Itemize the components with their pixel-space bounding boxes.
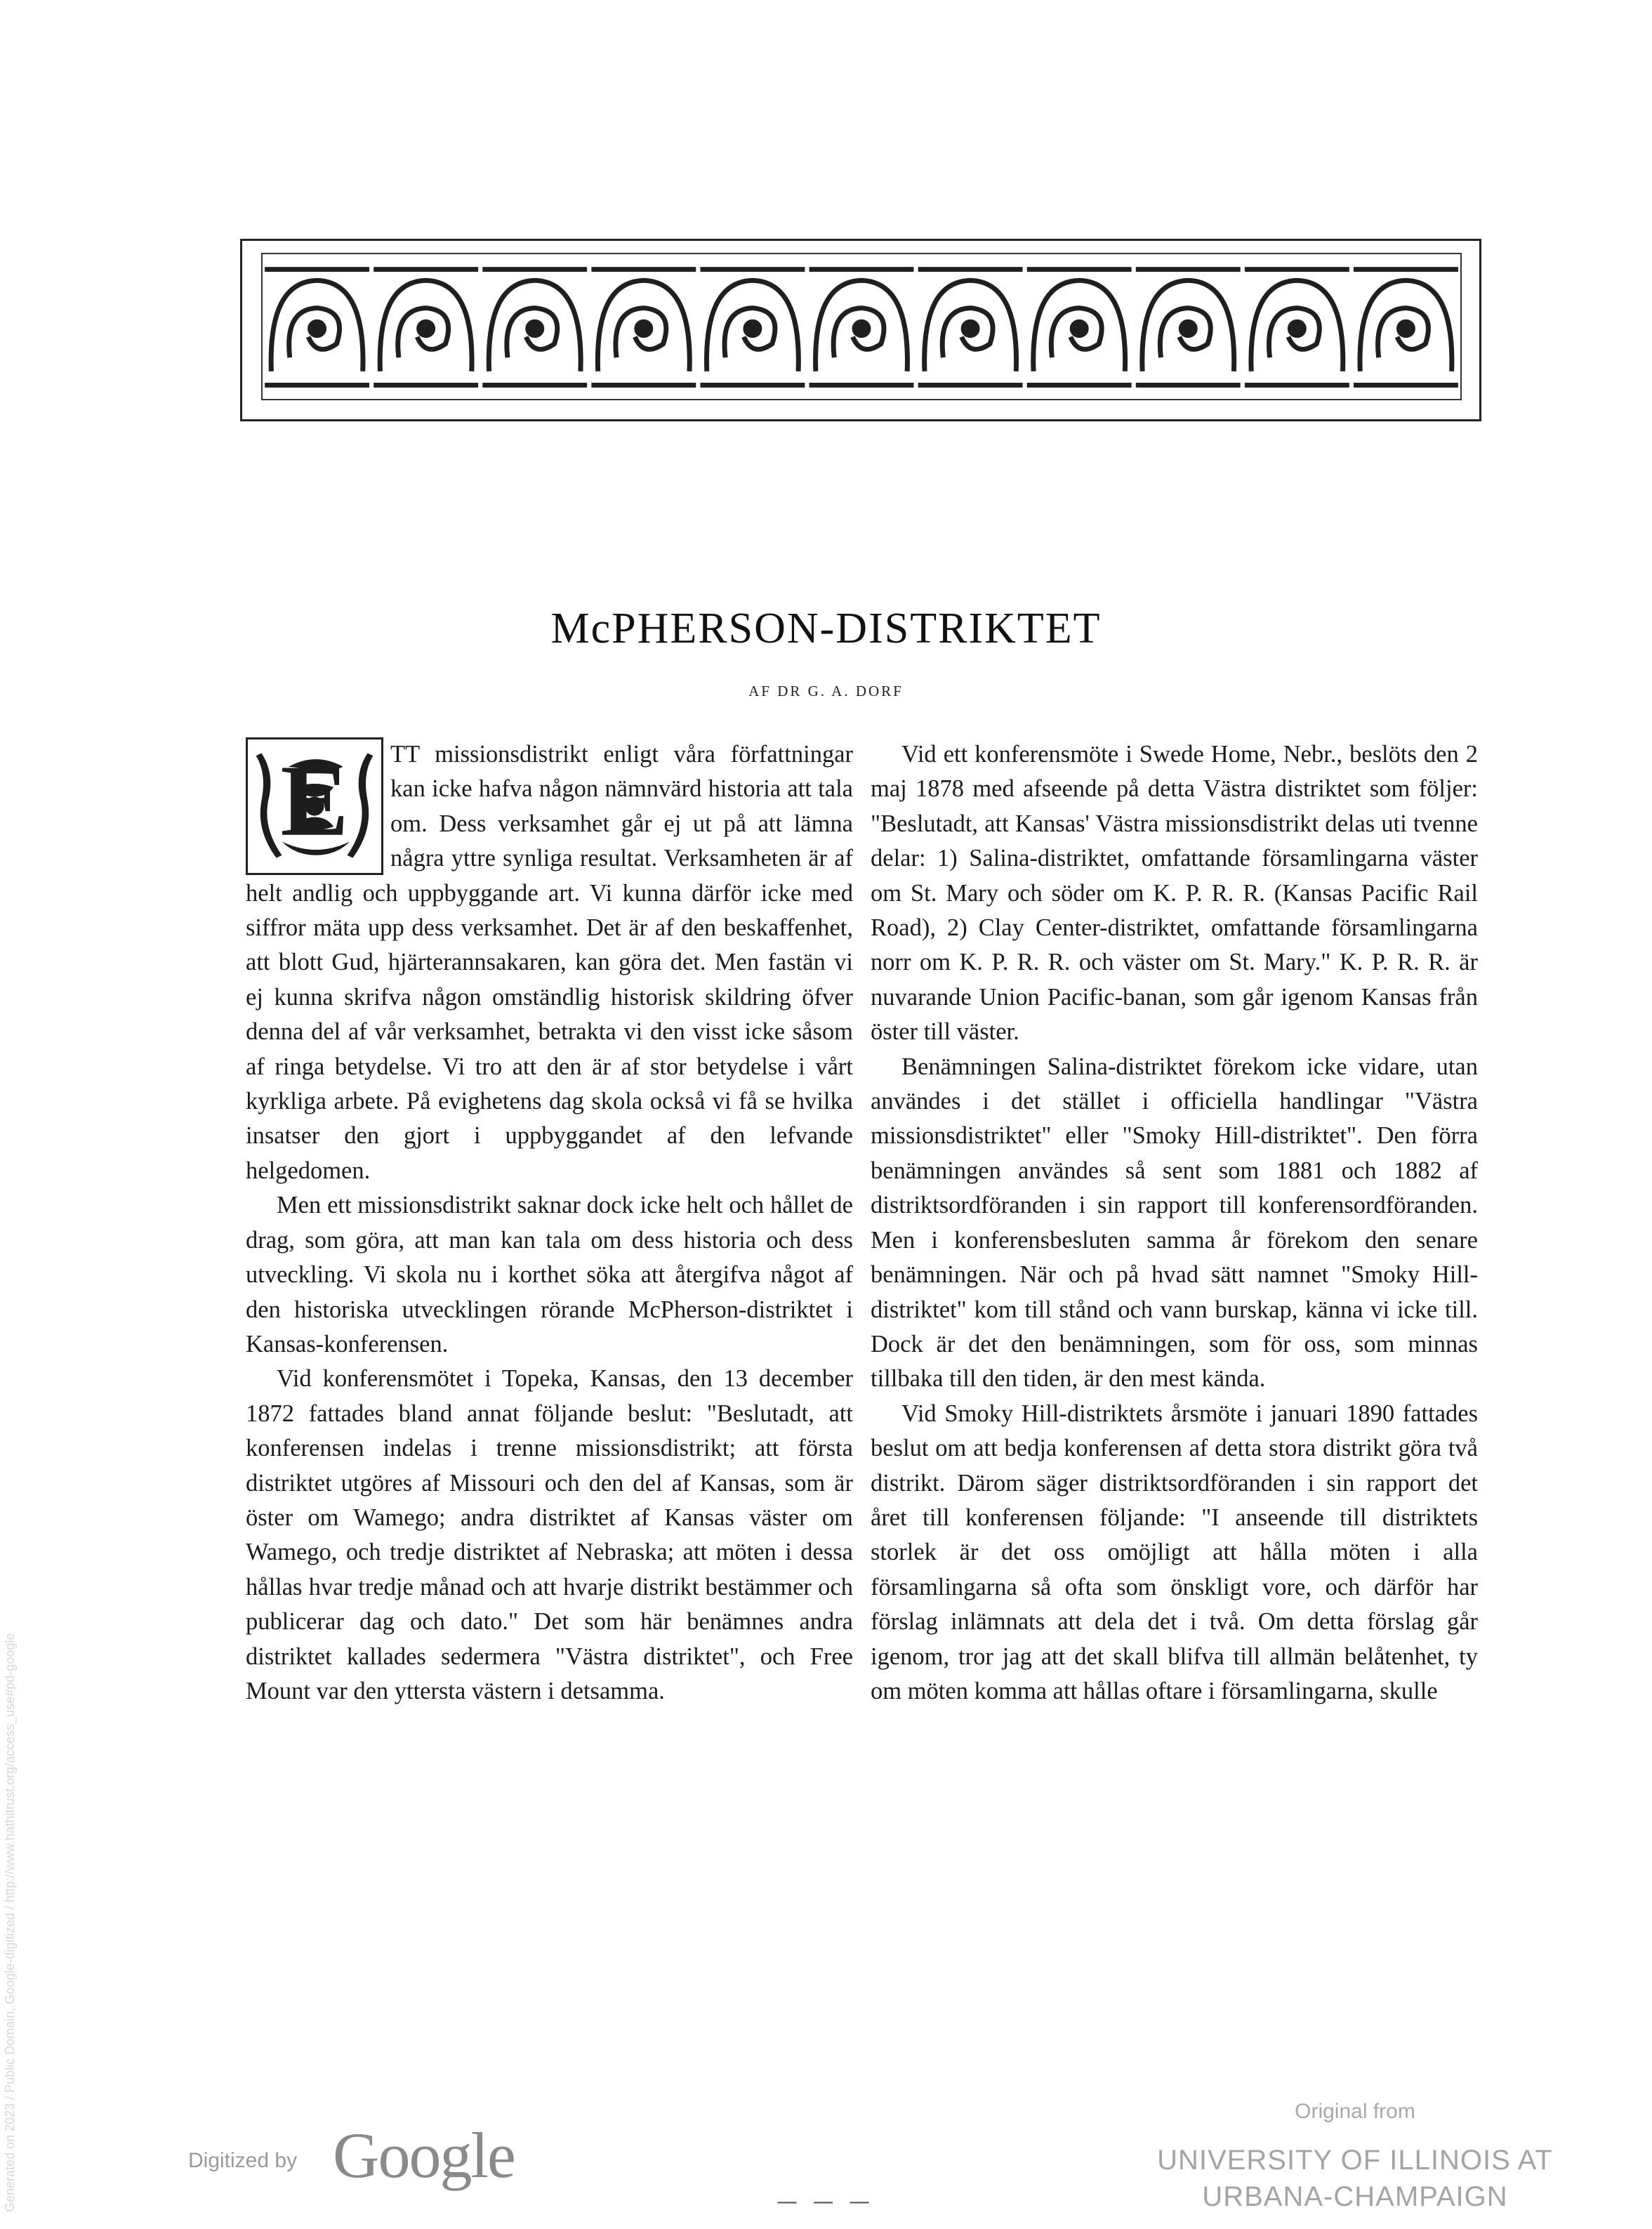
- signature-mark: — — —: [777, 2190, 875, 2214]
- university-line-2: URBANA-CHAMPAIGN: [1202, 2181, 1508, 2212]
- right-column: [871, 737, 1478, 1709]
- dropcap-ornament: [248, 739, 381, 873]
- google-logo: Google: [333, 2119, 515, 2191]
- paragraph-4: Vid ett konferensmöte i Swede Home, Nebr., beslöts den 2 maj 1878 med afseende på detta Västra distriktet som följer: "Beslutadt, att Kansas' Västra missionsdistrikt delas uti tvenne delar: 1) Salina-distriktet, omfattande församlingarna väster om St. Mary och söder om K. P. R. R. (Kansas Pacific Rail Road), 2) Clay Center-distriktet, omfattande församlingarna norr om K. P. R. R. och väster om St. Mary." K. P. R. R. är nuvarande Union Pacific-banan, som går igenom Kansas från öster till väster.: [871, 741, 1478, 1046]
- paragraph-6: Vid Smoky Hill-distriktets årsmöte i januari 1890 fattades beslut om att bedja konferensen af detta stora distrikt göra två distrikt. Därom säger distriktsordföranden i sin rapport det året till konferensen följande: "I anseende till distriktets storlek är det oss omöjligt att hålla möten i alla församlingarna så ofta som önskligt vore, och därför har förslag inlämnats att dela det i två. Om detta förslag går igenom, tror jag att det skall blifva till allmän belåtenhet, ty om möten komma att hållas oftare i församlingarna, skulle: [871, 1400, 1478, 1704]
- ornamental-header-band: [261, 253, 1462, 400]
- decorative-dropcap: [246, 737, 383, 875]
- paragraph-1: TT missionsdistrikt enligt våra författningar kan icke hafva någon nämnvärd historia att tala om. Dess verksamhet går ej ut på att lämna några yttre synliga resultat. Verksamheten är af helt andlig och uppbyggande art. Vi kunna därför icke med siffror mäta upp dess verksamhet. Det är af den beskaffenhet, att blott Gud, hjärterannsakaren, kan göra det. Men fastän vi ej kunna skrifva någon omständlig historisk skildring öfver denna del af vår verksamhet, betrakta vi den visst icke såsom af ringa betydelse. Vi tro att den är af stor betydelse i vårt kyrkliga arbete. På evighetens dag skola också vi få se hvilka insatser den gjort i uppbyggandet af den lefvande helgedomen.: [246, 741, 853, 1184]
- paragraph-5: Benämningen Salina-distriktet förekom icke vidare, utan användes i det stället i officiella handlingar "Västra missionsdistriktet" eller "Smoky Hill-distriktet". Den förra benämningen användes så sent som 1881 och 1882 af distriktsordföranden i sin rapport till konferensordföranden. Men i konferensbesluten samma år förekom den senare benämningen. När och på hvad sätt namnet "Smoky Hill-distriktet" kom till stånd och vann burskap, känna vi icke till. Dock är det den benämningen, som för oss, som minnas tillbaka till den tiden, är den mest kända.: [871, 1053, 1478, 1393]
- dropcap-letter: E: [280, 744, 349, 857]
- ornament-pattern: [263, 254, 1460, 399]
- article-byline: AF DR G. A. DORF: [748, 683, 904, 699]
- article-title: McPHERSON-DISTRIKTET: [550, 605, 1102, 652]
- left-column: [246, 737, 853, 1709]
- paragraph-3: Vid konferensmötet i Topeka, Kansas, den 13 december 1872 fattades bland annat följande beslut: "Beslutadt, att konferensen indelas i trenne missionsdistrikt; att första distriktet utgöres af Missouri och den del af Kansas, som är öster om Wamego; andra distriktet af Kansas väster om Wamego, och tredje distriktet af Nebraska; att möten i dessa hållas hvar tredje månad och att hvarje distrikt bestämmer och publicerar dag och dato." Det som här benämnes andra distriktet kallades sedermera "Västra distriktet", och Free Mount var den yttersta västern i detsamma.: [246, 1365, 853, 1704]
- original-from-label: Original from: [1295, 2100, 1415, 2123]
- digitized-by-label: Digitized by: [188, 2149, 298, 2172]
- university-line-1: UNIVERSITY OF ILLINOIS AT: [1157, 2145, 1553, 2176]
- side-watermark: Generated on 2023 / Public Domain, Google-digitized / http://www.hathitrust.org/access_use#pd-google: [3, 1633, 17, 2212]
- paragraph-2: Men ett missionsdistrikt saknar dock icke helt och hållet de drag, som göra, att man kan tala om dess historia och dess utveckling. Vi skola nu i korthet söka att återgifva något af den historiska utvecklingen rörande McPherson-distriktet i Kansas-konferensen.: [246, 1192, 853, 1357]
